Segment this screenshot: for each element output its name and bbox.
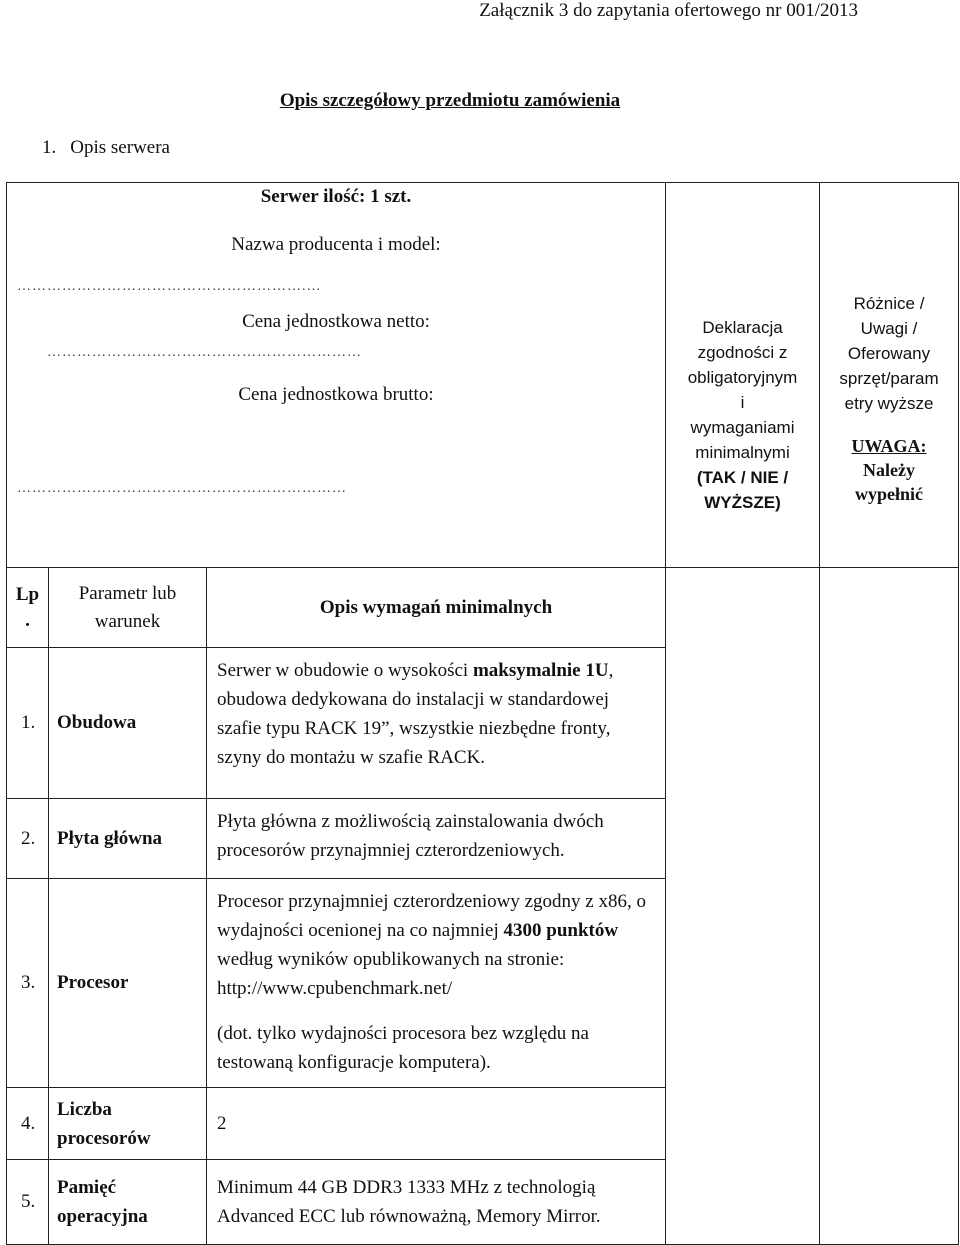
- desc-emphasis: 4300 punktów: [503, 920, 619, 941]
- desc-text: , obudowa dedykowana do instalacji w standardowej szafie typu RACK 19”, wszystkie niezbędne fronty, szyny do montażu w szafie RACK.: [217, 660, 614, 768]
- row-description: [207, 1088, 666, 1160]
- compliance-line: i: [740, 393, 745, 412]
- server-quantity: Serwer ilość: 1 szt.: [260, 186, 412, 207]
- row-description: [207, 1160, 666, 1245]
- param-header-top: Parametr lub: [78, 582, 177, 604]
- differences-line: Uwagi /: [860, 319, 918, 338]
- net-price-label: Cena jednostkowa netto:: [242, 311, 430, 332]
- row-parameter: Obudowa: [49, 648, 207, 799]
- parameter-line: Pamięć: [57, 1177, 117, 1198]
- differences-line: sprzęt/param: [839, 369, 939, 388]
- compliance-line: zgodności z: [697, 343, 788, 362]
- model-input-dots[interactable]: ………………………………………………….…: [17, 279, 322, 294]
- differences-line: Oferowany: [847, 344, 931, 363]
- compliance-line: minimalnymi: [695, 443, 790, 462]
- warning-label: UWAGA:: [851, 436, 927, 456]
- row-number: 4.: [7, 1088, 49, 1160]
- parameter-line: Liczba: [57, 1098, 112, 1120]
- section-heading: [42, 137, 170, 159]
- desc-text: Procesor przynajmniej czterordzeniowy zgodny z x86, o wydajności ocenionej na co najmniej: [217, 891, 646, 941]
- desc-header: Opis wymagań minimalnych: [207, 568, 666, 648]
- compliance-column[interactable]: [666, 568, 820, 1245]
- differences-line: etry wyższe: [844, 394, 934, 413]
- row-number: 3.: [7, 879, 49, 1088]
- row-parameter: Procesor: [49, 879, 207, 1088]
- desc-note: (dot. tylko wydajności procesora bez względu na testowaną konfiguracje komputera).: [217, 1023, 589, 1073]
- lp-header: [7, 568, 49, 648]
- document-title: Opis szczegółowy przedmiotu zamówienia: [279, 90, 621, 111]
- warning-line: wypełnić: [855, 484, 924, 504]
- compliance-header: [666, 183, 820, 568]
- differences-header: [820, 183, 959, 568]
- desc-text: Płyta główna z możliwością zainstalowania dwóch procesorów przynajmniej czterordzeniowych.: [217, 811, 604, 861]
- row-description: [207, 648, 666, 799]
- desc-text: według wyników opublikowanych na stronie: http://www.cpubenchmark.net/: [217, 949, 565, 999]
- attachment-caption: Załącznik 3 do zapytania ofertowego nr 001/2013: [479, 0, 858, 21]
- param-header-bottom: warunek: [94, 610, 161, 632]
- model-label: Nazwa producenta i model:: [231, 234, 441, 255]
- compliance-line: (TAK / NIE /: [696, 468, 789, 487]
- desc-emphasis: maksymalnie 1U: [472, 660, 609, 681]
- net-price-dots[interactable]: ………………………………………………………: [47, 345, 362, 360]
- gross-price-label: Cena jednostkowa brutto:: [238, 384, 434, 405]
- row-number: 5.: [7, 1160, 49, 1245]
- parameter-line: operacyjna: [57, 1206, 148, 1227]
- warning-note: [820, 434, 958, 506]
- server-info-cell: [7, 183, 666, 568]
- parameter-line: procesorów: [57, 1127, 151, 1149]
- requirements-table: [6, 182, 959, 1245]
- compliance-line: obligatoryjnym: [687, 368, 798, 387]
- column-header-row: [7, 568, 959, 648]
- differences-line: Różnice /: [853, 294, 925, 313]
- row-parameter: Płyta główna: [49, 799, 207, 879]
- row-description: [207, 799, 666, 879]
- row-parameter: [49, 1160, 207, 1245]
- compliance-line: Deklaracja: [702, 318, 783, 337]
- compliance-line: wymaganiami: [690, 418, 795, 437]
- param-header: [49, 568, 207, 648]
- section-title: Opis serwera: [70, 137, 170, 158]
- warning-line: Należy: [863, 460, 915, 480]
- row-parameter: [49, 1088, 207, 1160]
- desc-text: Minimum 44 GB DDR3 1333 MHz z technologią Advanced ECC lub równoważną, Memory Mirror.: [217, 1177, 601, 1227]
- compliance-line: WYŻSZE): [704, 493, 781, 512]
- row-description: [207, 879, 666, 1088]
- desc-text: 2: [217, 1113, 227, 1134]
- differences-column[interactable]: [820, 568, 959, 1245]
- section-number: 1.: [42, 137, 57, 158]
- lp-header-bottom: .: [25, 609, 30, 631]
- row-number: 2.: [7, 799, 49, 879]
- desc-text: Serwer w obudowie o wysokości: [217, 660, 473, 681]
- lp-header-top: Lp: [15, 583, 40, 605]
- row-number: 1.: [7, 648, 49, 799]
- server-header-row: [7, 183, 959, 568]
- gross-price-dots[interactable]: …………………………………………………………: [17, 481, 347, 496]
